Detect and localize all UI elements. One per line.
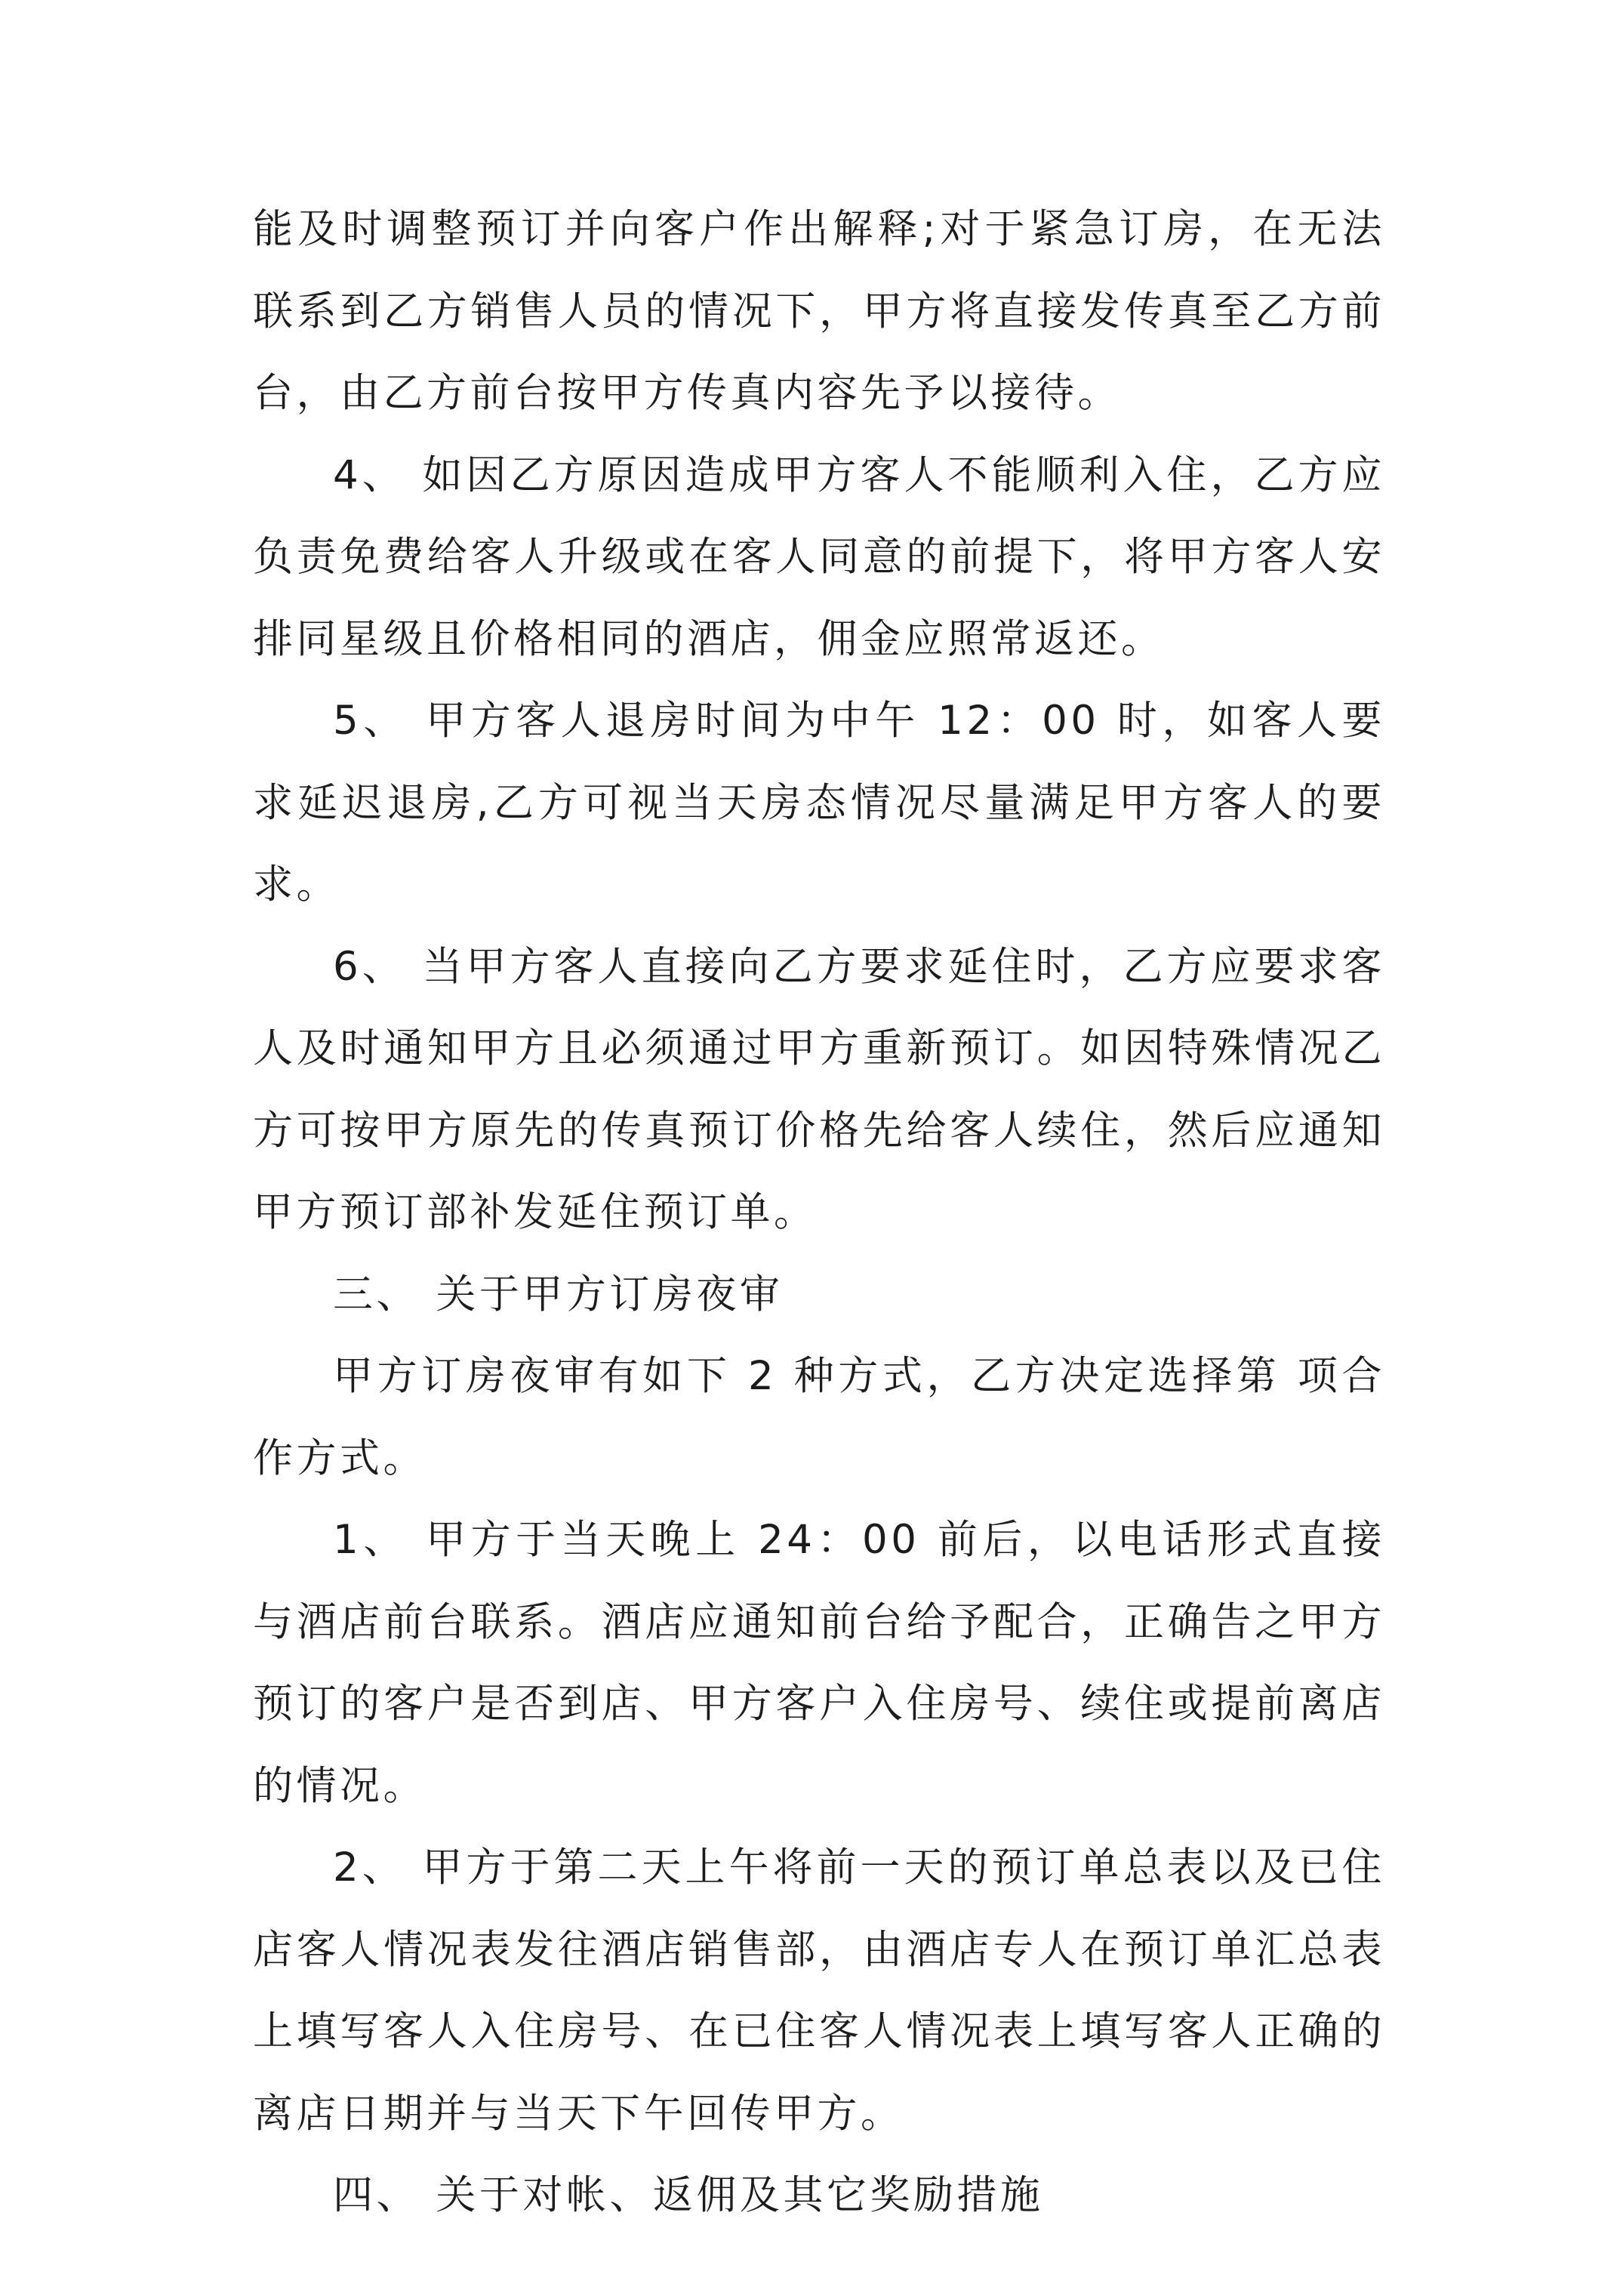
section-heading-4: 四、 关于对帐、返佣及其它奖励措施 <box>333 2172 1044 2218</box>
paragraph-method-2: 2、 甲方于第二天上午将前一天的预订单总表以及已住店客人情况表发往酒店销售部，由酒店专人在预订单汇总表上填写客人入住房号、在已住客人情况表上填写客人正确的离店日期并与当天下午回传甲方。 <box>253 1845 1385 2137</box>
paragraph-item-5: 5、 甲方客人退房时间为中午 12：00 时，如客人要求延迟退房,乙方可视当天房态情况尽量满足甲方客人的要求。 <box>253 698 1385 908</box>
paragraph-method-1: 1、 甲方于当天晚上 24：00 前后，以电话形式直接与酒店前台联系。酒店应通知前台给予配合，正确告之甲方预订的客户是否到店、甲方客户入住房号、续住或提前离店的情况。 <box>253 1517 1385 1809</box>
paragraph-item-6: 6、 当甲方客人直接向乙方要求延住时，乙方应要求客人及时通知甲方且必须通过甲方重新预订。如因特殊情况乙方可按甲方原先的传真预订价格先给客人续住，然后应通知甲方预订部补发延住预订单。 <box>253 943 1385 1235</box>
paragraph-continuation: 能及时调整预订并向客户作出解释;对于紧急订房，在无法联系到乙方销售人员的情况下，甲方将直接发传真至乙方前台，由乙方前台按甲方传真内容先予以接待。 <box>253 206 1385 416</box>
section-heading-3: 三、 关于甲方订房夜审 <box>333 1271 784 1318</box>
paragraph-item-4: 4、 如因乙方原因造成甲方客人不能顺利入住，乙方应负责免费给客人升级或在客人同意的前提下，将甲方客人安排同星级且价格相同的酒店，佣金应照常返还。 <box>253 451 1385 662</box>
document-page <box>253 189 1385 2237</box>
paragraph-section-3-intro: 甲方订房夜审有如下 2 种方式，乙方决定选择第 项合作方式。 <box>253 1353 1385 1481</box>
